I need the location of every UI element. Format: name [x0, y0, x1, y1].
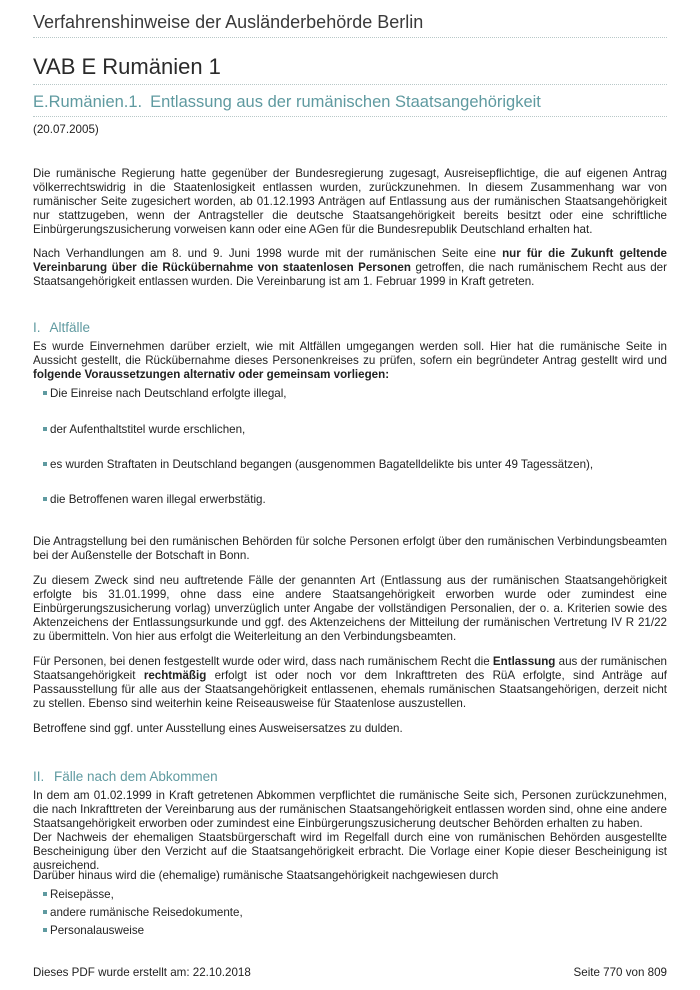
- header-title: Verfahrenshinweise der Ausländerbehörde Berlin: [33, 12, 424, 32]
- bullet-square-icon: [43, 427, 47, 431]
- title-divider: [33, 84, 667, 85]
- list-item-text: andere rumänische Reisedokumente,: [50, 906, 243, 919]
- altfaelle-heading: [33, 320, 90, 335]
- altfaelle-paragraph-1: [33, 340, 667, 382]
- list-item: [43, 906, 243, 920]
- intro-paragraph-1: Die rumänische Regierung hatte gegenüber der Bundesregierung zugesagt, Ausreisepflichtige, die auf eigenen Antrag völkerrechtswidrig in die Staatenlosigkeit entlassen wurden, zurückzunehmen. In diesem Zusammenhang war von rumänischer Seite zugesichert worden, ab 01.12.1993 Anträgen auf Entlassung aus der rumänischen Staatsangehörigkeit nur stattzugeben, wenn der Antragsteller die deutsche Staatsangehörigkeit bereits besitzt oder eine schriftliche Einbürgerungszusicherung vorweisen kann oder eine AGen für die Bundesrepublik Deutschland erhalten hat.: [33, 167, 667, 236]
- list-item: [43, 924, 144, 938]
- altfaelle-p4-bold-2: rechtmäßig: [143, 669, 207, 682]
- list-item: [43, 888, 114, 902]
- bullet-square-icon: [43, 391, 47, 395]
- altfaelle-paragraph-4: [33, 655, 667, 711]
- section-title: Entlassung aus der rumänischen Staatsangehörigkeit: [150, 93, 541, 111]
- intro-paragraph-2: [33, 247, 667, 289]
- altfaelle-number: I.: [33, 320, 41, 335]
- list-item: [43, 387, 287, 401]
- bullet-square-icon: [43, 910, 47, 914]
- bullet-square-icon: [43, 462, 47, 466]
- footer-created-date: Dieses PDF wurde erstellt am: 22.10.2018: [33, 966, 251, 979]
- altfaelle-paragraph-5: Betroffene sind ggf. unter Ausstellung eines Ausweisersatzes zu dulden.: [33, 722, 403, 735]
- intro-p2-bold: nur für die Zukunft geltende Vereinbarung über die Rückübernahme von staatenlosen Personen: [33, 247, 668, 274]
- section-heading: [33, 93, 541, 112]
- list-item-text: Die Einreise nach Deutschland erfolgte illegal,: [50, 387, 287, 400]
- list-item-text: Personalausweise: [50, 924, 145, 937]
- list-item: [43, 423, 245, 437]
- list-item-text: es wurden Straftaten in Deutschland begangen (ausgenommen Bagatelldelikte bis unter 49 Tagessätzen),: [50, 458, 594, 471]
- header-divider: [33, 37, 667, 38]
- footer-page-number: Seite 770 von 809: [573, 966, 667, 979]
- abkommen-number: II.: [33, 769, 45, 784]
- bullet-square-icon: [43, 497, 47, 501]
- abkommen-paragraph-2: Der Nachweis der ehemaligen Staatsbürgerschaft wird im Regelfall durch eine von rumänischen Behörden ausgestellte Bescheinigung über den Verzicht auf die Staatsangehörigkeit erbracht. Die Vorlage einer Kopie dieser Bescheinigung ist ausreichend.: [33, 831, 667, 872]
- bullet-square-icon: [43, 892, 47, 896]
- section-divider: [33, 116, 667, 117]
- section-number: E.Rumänien.1.: [33, 93, 143, 111]
- intro-p2-text-a: Nach Verhandlungen am 8. und 9. Juni 1998 wurde mit der rumänischen Seite eine: [33, 247, 503, 260]
- altfaelle-p1-bold: folgende Voraussetzungen alternativ oder gemeinsam vorliegen:: [33, 368, 390, 381]
- altfaelle-p4-text-c: erfolgt ist oder noch vor dem Inkrafttreten des RüA erfolgte, sind Anträge auf Passausstellung für alle aus der Staatsangehörigkeit entlassenen, ehemals rumänischen Staatsangehörigen, derzeit nicht zu stellen. Ebenso sind weiterhin keine Reiseausweise für Staatenlose auszustellen.: [33, 669, 667, 710]
- list-item-text: Reisepässe,: [50, 888, 114, 901]
- abkommen-heading: [33, 769, 218, 784]
- altfaelle-p1-text: Es wurde Einvernehmen darüber erzielt, wie mit Altfällen umgegangen werden soll. Hier hat die rumänische Seite in Aussicht gestellt, die Rückübernahme dieses Personenkreises zu prüfen, sofern ein begründeter Antrag gestellt wird und: [33, 340, 667, 367]
- altfaelle-paragraph-2: Die Antragstellung bei den rumänischen Behörden für solche Personen erfolgt über den rumänischen Verbindungsbeamten bei der Außenstelle der Botschaft in Bonn.: [33, 535, 667, 562]
- altfaelle-paragraph-3: Zu diesem Zweck sind neu auftretende Fälle der genannten Art (Entlassung aus der rumänischen Staatsangehörigkeit erfolgte bis 31.01.1999, ohne dass eine andere Staatsangehörigkeit erworben wurde oder zumindest eine Einbürgerungszusicherung vorlag) unverzüglich unter Angabe der vollständigen Personalien, der o. a. Kriterien sowie des Aktenzeichens der Entlassungsurkunde und ggf. des Aktenzeichens der Mitteilung der rumänischen Vertretung IV R 21/22 zu übermitteln. Von hier aus erfolgt die Weiterleitung an den Verbindungsbeamten.: [33, 574, 667, 643]
- abkommen-paragraph-1: In dem am 01.02.1999 in Kraft getretenen Abkommen verpflichtet die rumänische Seite sich, Personen zurückzunehmen, die nach Inkrafttreten der Vereinbarung aus der rumänischen Staatsangehörigkeit entlassen worden sind, ohne eine andere Staatsangehörigkeit erworben oder zumindest eine Einbürgerungszusicherung deutscher Behörden erhalten zu haben.: [33, 789, 667, 830]
- altfaelle-p4-text-a: Für Personen, bei denen festgestellt wurde oder wird, dass nach rumänischem Recht die: [33, 655, 493, 668]
- bullet-square-icon: [43, 928, 47, 932]
- list-item-text: der Aufenthaltstitel wurde erschlichen,: [50, 423, 246, 436]
- document-date: (20.07.2005): [33, 123, 99, 136]
- altfaelle-p4-bold-1: Entlassung: [492, 655, 556, 668]
- list-item-text: die Betroffenen waren illegal erwerbstätig.: [50, 493, 266, 506]
- document-title: VAB E Rumänien 1: [33, 54, 221, 79]
- abkommen-paragraph-3: Darüber hinaus wird die (ehemalige) rumänische Staatsangehörigkeit nachgewiesen durch: [33, 869, 499, 882]
- altfaelle-title: Altfälle: [49, 320, 91, 335]
- list-item: [43, 458, 593, 472]
- list-item: [43, 493, 266, 507]
- altfaelle-p4-text-b: aus der rumänischen Staatsangehörigkeit: [33, 655, 667, 682]
- abkommen-title: Fälle nach dem Abkommen: [54, 769, 218, 784]
- intro-p2-text-b: getroffen, die nach rumänischem Recht aus der Staatsangehörigkeit entlassen wurden. Die Vereinbarung ist am 1. Februar 1999 in Kraft getreten.: [33, 261, 667, 288]
